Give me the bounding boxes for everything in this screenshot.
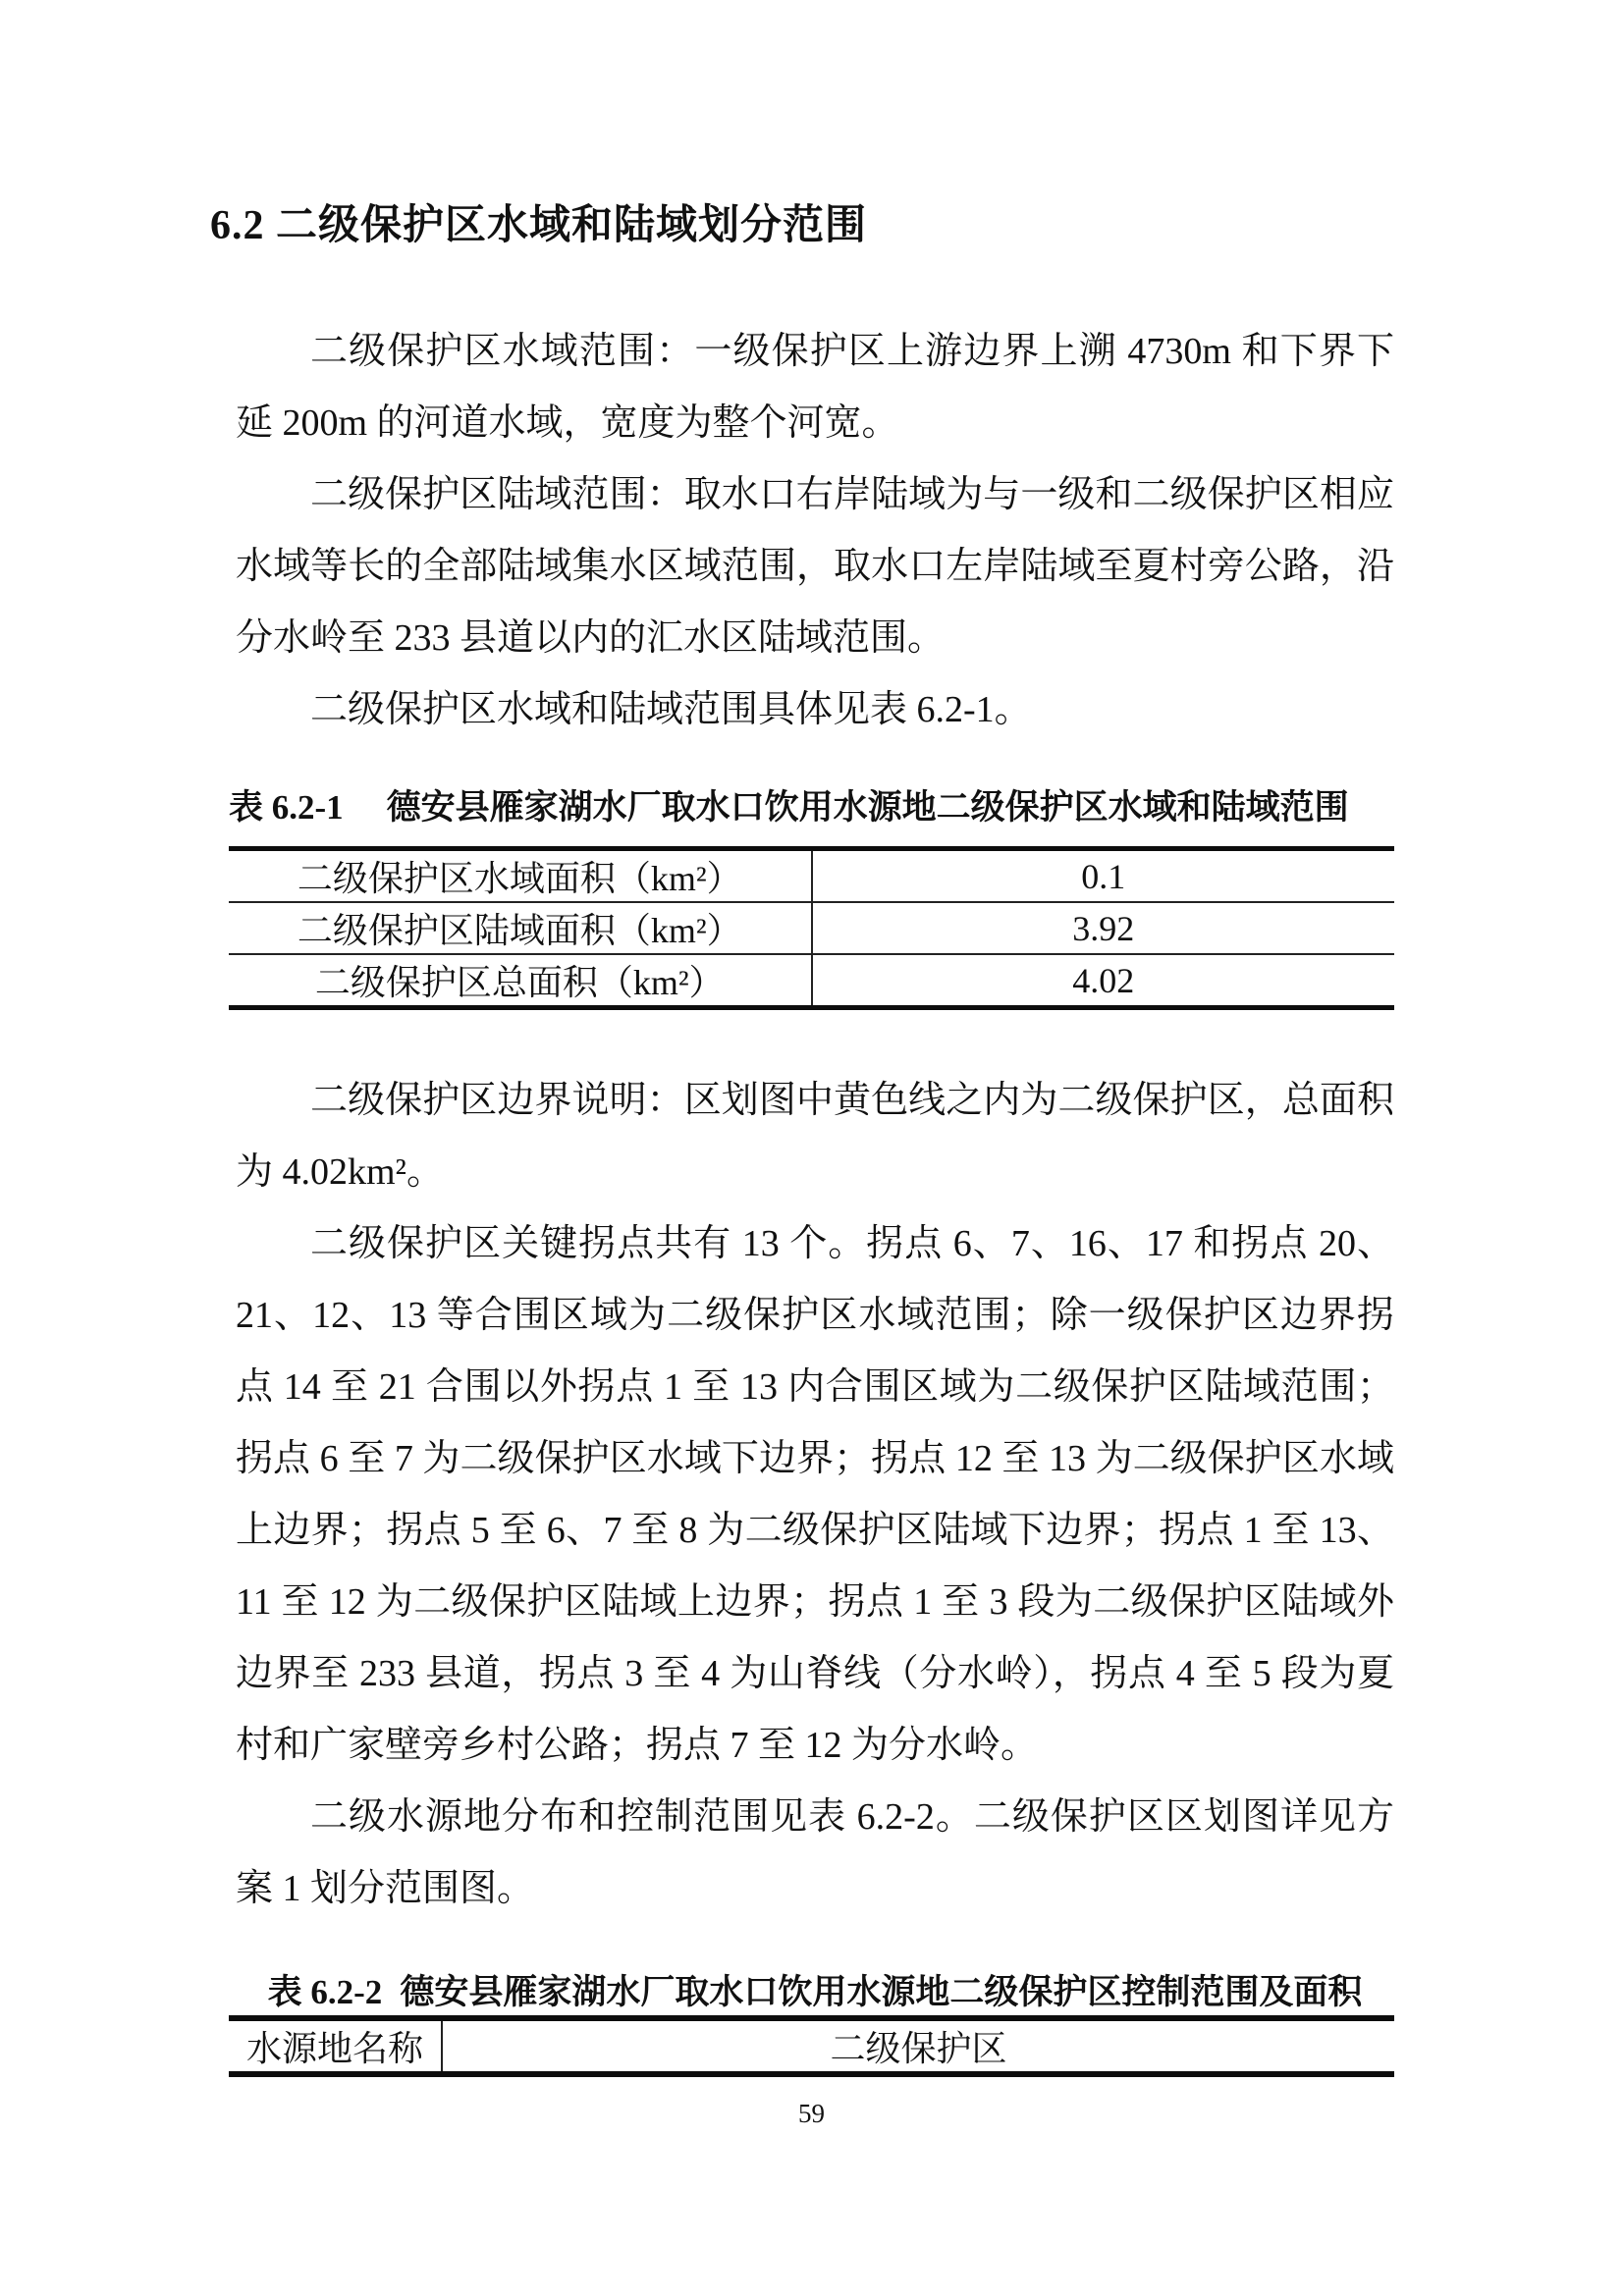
paragraph-water-scope: 二级保护区水域范围：一级保护区上游边界上溯 4730m 和下界下延 200m 的河道水域，宽度为整个河宽。 bbox=[236, 331, 1394, 444]
paragraph-see-table-2: 二级水源地分布和控制范围见表 6.2-2。二级保护区区划图详见方案 1 划分范围图。 bbox=[236, 1796, 1394, 1909]
table-1-caption-title: 德安县雁家湖水厂取水口饮用水源地二级保护区水域和陆域范围 bbox=[386, 788, 1349, 827]
paragraph-boundary-note: 二级保护区边界说明：区划图中黄色线之内为二级保护区，总面积为 4.02km²。 bbox=[236, 1080, 1394, 1193]
page-content bbox=[210, 196, 1394, 2077]
table-row-total-area bbox=[229, 954, 1394, 1008]
table-1-row-0-label: 二级保护区水域面积（km²） bbox=[229, 849, 812, 903]
table-protection-areas bbox=[229, 846, 1394, 1010]
table-1-caption bbox=[229, 785, 1394, 830]
table-row-water-area bbox=[229, 849, 1394, 903]
table-2-caption-title: 德安县雁家湖水厂取水口饮用水源地二级保护区控制范围及面积 bbox=[400, 1973, 1363, 2011]
table-1-row-1-label: 二级保护区陆域面积（km²） bbox=[229, 902, 812, 954]
table-2-col-source-name: 水源地名称 bbox=[229, 2018, 442, 2074]
paragraph-see-table-1: 二级保护区水域和陆域范围具体见表 6.2-1。 bbox=[310, 689, 1032, 730]
paragraph-land-scope: 二级保护区陆域范围：取水口右岸陆域为与一级和二级保护区相应水域等长的全部陆域集水区域范围，取水口左岸陆域至夏村旁公路，沿分水岭至 233 县道以内的汇水区陆域范围。 bbox=[236, 474, 1394, 659]
table-2-caption bbox=[236, 1970, 1394, 2015]
table-control-scope bbox=[229, 2015, 1394, 2077]
table-1-caption-label: 表 6.2-1 bbox=[229, 788, 344, 827]
paragraph-turning-points: 二级保护区关键拐点共有 13 个。拐点 6、7、16、17 和拐点 20、21、12、13 等合围区域为二级保护区水域范围；除一级保护区边界拐点 14 至 21 合围以外拐点 1 至 13 内合围区域为二级保护区陆域范围；拐点 6 至 7 为二级保护区水域下边界；拐点 12 至 13 为二级保护区水域上边界；拐点 5 至 6、7 至 8 为二级保护区陆域下边界；拐点 1 至 13、11 至 12 为二级保护区陆域上边界；拐点 1 至 3 段为二级保护区陆域外边界至 233 县道，拐点 3 至 4 为山脊线（分水岭），拐点 4 至 5 段为夏村和广家壁旁乡村公路；拐点 7 至 12 为分水岭。 bbox=[236, 1223, 1394, 1766]
table-1-row-1-value: 3.92 bbox=[812, 902, 1395, 954]
table-2-col-secondary-zone: 二级保护区 bbox=[830, 2029, 1007, 2068]
table-2-caption-label: 表 6.2-2 bbox=[267, 1973, 383, 2011]
section-heading: 6.2 二级保护区水域和陆域划分范围 bbox=[210, 203, 868, 248]
table-2-header-row bbox=[229, 2018, 1394, 2074]
table-1-row-2-label: 二级保护区总面积（km²） bbox=[229, 954, 812, 1008]
table-1-row-2-value: 4.02 bbox=[812, 954, 1395, 1008]
table-row-land-area bbox=[229, 902, 1394, 954]
table-1-row-0-value: 0.1 bbox=[1081, 856, 1126, 896]
page-number: 59 bbox=[798, 2099, 825, 2128]
